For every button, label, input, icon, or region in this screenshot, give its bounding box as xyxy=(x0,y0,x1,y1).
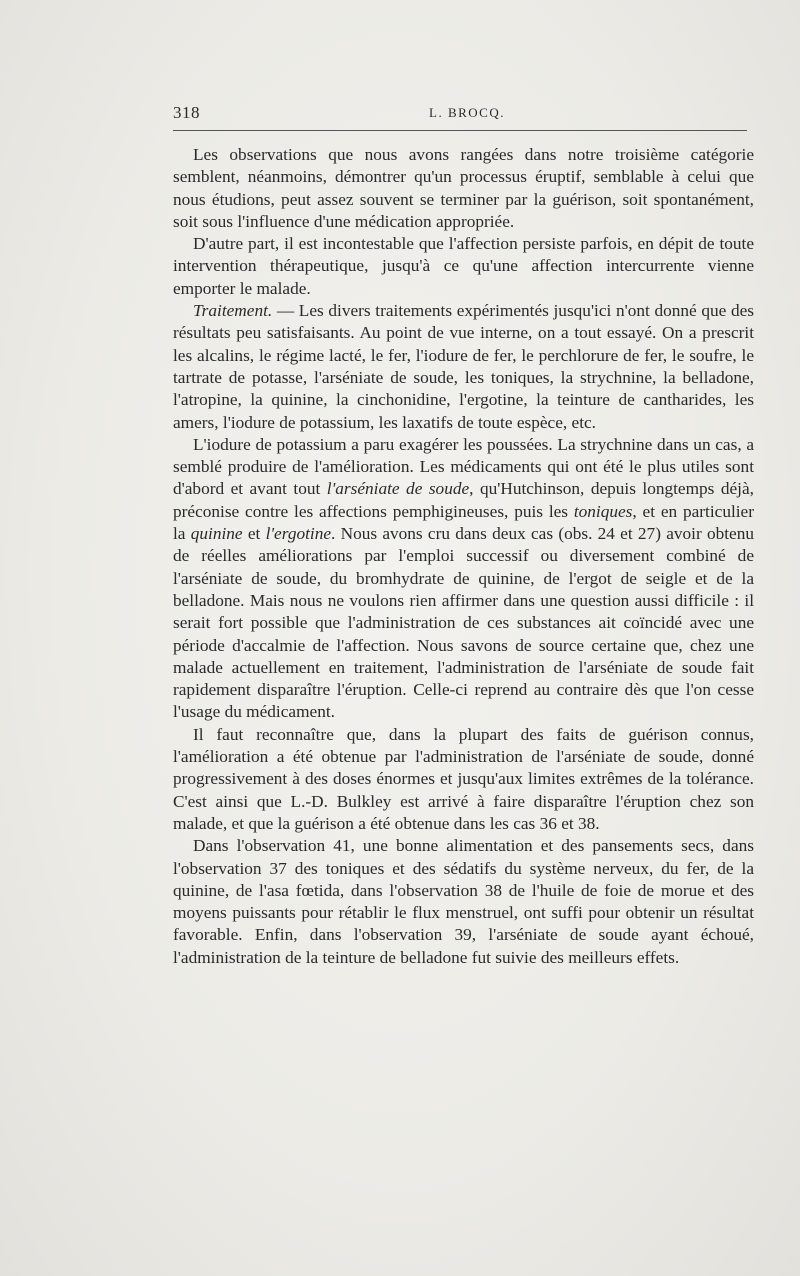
paragraph-traitement-text: — Les divers traitements expérimentés jusqu'ici n'ont donné que des résultats peu satisfaisants. Au point de vue interne, on a tout essayé. On a prescrit les alcalins, le régime lacté, le fer, l'iodure de fer, le perchlorure de fer, le soufre, le tartrate de potasse, l'arséniate de soude, les toniques, la strychnine, la belladone, l'atropine, la quinine, la cinchonidine, l'ergotine, la teinture de cantharides, les amers, l'iodure de potassium, les laxatifs de toute espèce, etc. xyxy=(173,301,754,432)
italic-quinine: quinine xyxy=(190,524,243,544)
paragraph-4 xyxy=(173,434,754,724)
paragraph-traitement xyxy=(173,300,754,434)
paragraph-4-part-2: , qu'Hutchinson, depuis longtemps déjà, préconise contre les affections pemphigineuses, puis les xyxy=(173,479,754,521)
running-head-author: L. BROCQ. xyxy=(429,105,505,120)
paragraph-4-part-1: L'iodure de potassium a paru exagérer les poussées. La strychnine dans un cas, a semblé produire de l'amélioration. Les médicaments qui ont été le plus utiles sont d'abord et avant tout xyxy=(173,434,754,499)
page-number: 318 xyxy=(173,103,200,122)
paragraph-4-part-5: . Nous avons cru dans deux cas (obs. 24 et 27) avoir obtenu de réelles améliorations par l'emploi successif ou diversement combiné de l'arséniate de soude, du bromhydrate de quinine, de l'ergot de seigle et de la belladone. Mais nous ne voulons rien affirmer dans une question aussi difficile : il serait fort possible que l'administration de ces substances ait coïncidé avec une période d'accalmie de l'affection. Nous savons de source certaine que, chez une malade actuellement en traitement, l'administration de l'arséniate de soude fait rapidement disparaître l'éruption. Celle-ci reprend au contraire dès que l'on cesse l'usage du médicament. xyxy=(173,524,754,722)
header-rule xyxy=(173,130,747,131)
paragraph-1: Les observations que nous avons rangées dans notre troisième catégorie semblent, néanmoins, démontrer qu'un processus éruptif, semblable à celui que nous étudions, peut assez souvent se terminer par la guérison, soit spontanément, soit sous l'influence d'une médication appropriée. xyxy=(173,145,754,231)
paragraph-6: Dans l'observation 41, une bonne alimentation et des pansements secs, dans l'observation 37 des toniques et des sédatifs du système nerveux, du fer, de la quinine, de l'asa fœtida, dans l'observation 38 de l'huile de foie de morue et des moyens puissants pour rétablir le flux menstruel, ont suffi pour obtenir un résultat favorable. Enfin, dans l'observation 39, l'arséniate de soude ayant échoué, l'administration de la teinture de belladone fut suivie des meilleurs effets. xyxy=(173,836,754,967)
paragraph-4-part-3: , et en particulier la xyxy=(173,501,754,544)
section-heading-traitement: Traitement. xyxy=(193,301,273,321)
italic-ergotine: l'ergotine xyxy=(265,524,332,544)
body-text xyxy=(173,144,754,969)
italic-toniques: toniques xyxy=(573,501,633,521)
running-head xyxy=(173,103,747,127)
paragraph-5: Il faut reconnaître que, dans la plupart des faits de guérison connus, l'amélioration a été obtenue par l'administration de l'arséniate de soude, donné progressivement à des doses énormes et jusqu'aux limites extrêmes de la tolérance. C'est ainsi que L.-D. Bulkley est arrivé à faire disparaître l'éruption chez son malade, et que la guérison a été obtenue dans les cas 36 et 38. xyxy=(173,724,754,833)
italic-arseniate-de-soude: l'arséniate de soude xyxy=(326,479,470,499)
paragraph-2: D'autre part, il est incontestable que l'affection persiste parfois, en dépit de toute intervention thérapeutique, jusqu'à ce qu'une affection intercurrente vienne emporter le malade. xyxy=(173,234,754,298)
paragraph-4-part-4: et xyxy=(242,524,266,544)
